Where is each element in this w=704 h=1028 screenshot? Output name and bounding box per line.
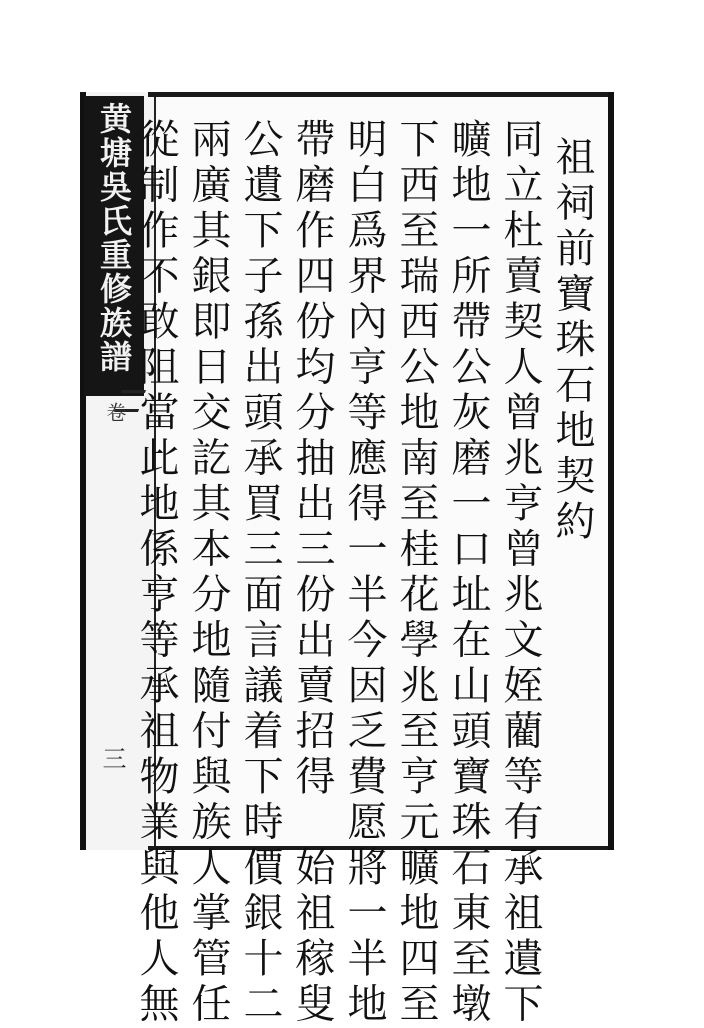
top-border	[148, 92, 614, 97]
column-text: 帶磨作四份均分抽出三份出賣招得 始祖稼叟	[289, 118, 335, 1028]
text-column	[494, 118, 546, 1028]
text-column	[338, 118, 390, 1028]
text-column	[182, 118, 234, 1028]
text-column	[234, 118, 286, 1028]
text-column	[390, 118, 442, 1028]
column-text: 兩廣其銀即日交訖其本分地隨付與族人掌管任	[185, 118, 231, 1028]
text-column	[442, 118, 494, 1028]
column-text: 公遺下子孫出頭承買三面言議着下時價銀十二	[237, 118, 283, 1028]
column-text: 曠地一所帶公灰磨一口址在山頭寶珠石東至墩	[445, 118, 491, 1028]
column-text: 下西至瑞西公地南至桂花學兆至亨元曠地四至	[393, 118, 439, 1028]
spine-title: 黄塘吳氏重修族譜	[84, 96, 144, 396]
text-column-title	[546, 118, 598, 838]
deed-title: 祖祠前寶珠石地契約	[549, 136, 595, 546]
column-text: 明白爲界內亨等應得一半今因乏費愿將一半地	[341, 118, 387, 1028]
column-text: 從制作不敢阻當此地係亨等承祖物業與他人無	[133, 118, 179, 1028]
text-block	[133, 118, 598, 1028]
text-column	[286, 118, 338, 1028]
folio-number: 三	[98, 746, 126, 770]
text-column	[130, 118, 182, 1028]
juan-label: 卷	[103, 402, 127, 422]
right-border	[608, 92, 614, 850]
column-text: 同立杜賣契人曾兆亨曾兆文姪藺等有承祖遺下	[497, 118, 543, 1028]
